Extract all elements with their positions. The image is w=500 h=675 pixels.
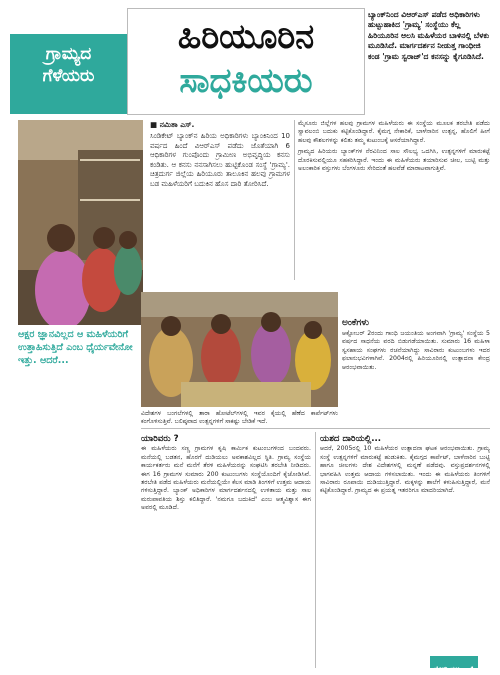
sidebar-heading: ಅಂಕೆಗಳು xyxy=(342,318,369,328)
paragraph: ಗ್ರಾಮ್ಯದ ಹಿರಿಯರು ಬ್ಯಾಂಕ್‌ಗಳ ನೆರವಿನಿಂದ ಸಾಲ ಸೌಲಭ್ಯ ಒದಗಿಸಿ, ಉತ್ಪನ್ನಗಳಿಗೆ ಮಾರುಕಟ್ಟೆ ದೊರಕಿಸುವಲ್ಲಿಯೂ ಸಹಕರಿಸಿದ್ದಾರೆ. ಇಂದು ಈ ಮಹಿಳೆಯರು ತಯಾರಿಸುವ ಚೀಲ, ಬುಟ್ಟಿ ಮತ್ತು ಅಲಂಕಾರಿಕ ವಸ್ತುಗಳು ಬೆಂಗಳೂರು ಸೇರಿದಂತೆ ಹಲವೆಡೆ ಮಾರಾಟವಾಗುತ್ತಿವೆ. xyxy=(298,148,490,173)
paragraph: ಮೈಸೂರು ಜಿಲ್ಲೆಗಳ ಹಲವು ಗ್ರಾಮಗಳ ಮಹಿಳೆಯರು ಈ ಸಂಸ್ಥೆಯ ಮೂಲಕ ತರಬೇತಿ ಪಡೆದು ಸ್ವಾವಲಂಬಿ ಬದುಕು ಕಟ್ಟಿಕೊಂಡಿದ್ದಾರೆ. ಕೈಮಗ್ಗ ನೇಕಾರಿಕೆ, ಬಾಳೆನಾರಿನ ಉತ್ಪನ್ನ, ಹೊಲಿಗೆ ಹೀಗೆ ಹಲವು ಕೌಶಲಗಳನ್ನು ಕಲಿತು ತಮ್ಮ ಕುಟುಂಬಕ್ಕೆ ಆಸರೆಯಾಗಿದ್ದಾರೆ. xyxy=(298,120,490,144)
section-success xyxy=(320,432,490,652)
fibre-photo xyxy=(141,292,338,407)
headline-box xyxy=(127,8,365,115)
section-title: ಗ್ರಾಮ್ಯದ ಗೆಳೆಯರು xyxy=(42,44,95,86)
sidebar-box xyxy=(342,318,490,414)
photo-caption: ಆಕ್ಷರ ಜ್ಞಾನವಿಲ್ಲದ ಆ ಮಹಿಳೆಯರಿಗೆ ಉತ್ತಾಹಿಸುತ್ತಿದೆ ಎಂಬ ಧೈರ್ಯವೇನೋ ಇತ್ತು. ಆದರೆ... xyxy=(18,329,133,366)
fibre-photo-art xyxy=(141,292,338,407)
section-heading: ಯಾರಿವರು ? xyxy=(141,434,179,444)
section-rule xyxy=(141,428,490,429)
continued-text: ನೋಡಿ ಪುಟ... 4 xyxy=(434,665,474,673)
wide-line: ವಿದೇಶಗಳ ಬಂಗಲೆಗಳಲ್ಲಿ ತಾರಾ ಹೋಟೆಲ್‌ಗಳಲ್ಲಿ ಇವರ ಕೈಯಲ್ಲಿ ಹೆಣೆದ ಕಾರ್ಪೆಟ್‌ಗಳು ಕಂಗೊಳಿಸುತ್ತಿವೆ. ಬಲಿಷ್ಠವಾದ ಉತ್ಪನ್ನಗಳಿಗೆ ಸಾಕಷ್ಟು ಬೇಡಿಕೆ ಇದೆ. xyxy=(141,410,338,426)
col-left xyxy=(150,132,290,292)
paragraph: ಸಿಂಡಿಕೇಟ್ ಬ್ಯಾಂಕ್‌ನ ಹಿರಿಯ ಅಧಿಕಾರಿಗಳು ಬ್ಯಾಂಕಿನಿಂದ 10 ವರ್ಷದ ಹಿಂದೆ ವಿಆರ್‌ಎಸ್ ಪಡೆದು ಜೊತೆಯಾಗಿ 6 ಆಧಿಕಾರಿಗಳ ಗುಂಪೊಂದು ಗ್ರಾಮೀಣ ಅಭಿವೃದ್ಧಿಯ ಕನಸು ಕಂಡಿತು. ಆ ಕನಸು ನನಸಾಗಿಸಲು ಹುಟ್ಟಿಕೊಂಡ ಸಂಸ್ಥೆ 'ಗ್ರಾಮ್ಯ'. ಚಿತ್ರದುರ್ಗ ಜಿಲ್ಲೆಯ ಹಿರಿಯೂರು ತಾಲೂಕಿನ ಹಲವು ಗ್ರಾಮಗಳ ಬಡ ಮಹಿಳೆಯರಿಗೆ ಬದುಕಿನ ಹೊಸ ದಾರಿ ತೋರಿಸಿದೆ. xyxy=(150,132,290,188)
byline: ■ ನಮಿತಾ ಎಸ್. xyxy=(150,120,195,129)
section-text: ಈ ಮಹಿಳೆಯರು ಸಣ್ಣ ಗ್ರಾಮಗಳ ಕೃಷಿ ಕಾರ್ಮಿಕ ಕುಟುಂಬಗಳಿಂದ ಬಂದವರು. ಮನೆಯಲ್ಲಿ ಬಡತನ, ಹೊರಗೆ ದುಡಿಯಲು ಅವಕಾಶವಿಲ್ಲದ ಸ್ಥಿತಿ. ಗ್ರಾಮ್ಯ ಸಂಸ್ಥೆಯ ಕಾರ್ಯಕರ್ತರು ಮನೆ ಮನೆಗೆ ತೆರಳಿ ಮಹಿಳೆಯರನ್ನು ಸಂಘಟಿಸಿ ತರಬೇತಿ ನೀಡಿದರು. ಈಗ 16 ಗ್ರಾಮಗಳ ಸುಮಾರು 200 ಕುಟುಂಬಗಳು ಸಂಸ್ಥೆಯೊಂದಿಗೆ ಕೈಜೋಡಿಸಿವೆ. ತರಬೇತಿ ಪಡೆದ ಮಹಿಳೆಯರು ಮನೆಯಲ್ಲಿಯೇ ಕೆಲಸ ಮಾಡಿ ತಿಂಗಳಿಗೆ ಉತ್ತಮ ಆದಾಯ ಗಳಿಸುತ್ತಿದ್ದಾರೆ. ಬ್ಯಾಂಕ್ ಅಧಿಕಾರಿಗಳ ಮಾರ್ಗದರ್ಶನದಲ್ಲಿ ಉಳಿತಾಯ ಮತ್ತು ಸಾಲ ಮರುಪಾವತಿಯ ಶಿಸ್ತು ಕಲಿತಿದ್ದಾರೆ. 'ನಮಗೂ ಬದುಕಿದೆ' ಎಂಬ ಆತ್ಮವಿಶ್ವಾಸ ಈಗ ಅವರಲ್ಲಿ ಮೂಡಿದೆ. xyxy=(141,445,311,512)
loom-photo-art xyxy=(18,120,143,325)
column-divider xyxy=(294,120,295,280)
section-heading: ಯಶದ ದಾರಿಯಲ್ಲಿ... xyxy=(320,434,382,444)
section-who xyxy=(141,432,311,668)
intro-deck: ಬ್ಯಾಂಕ್‌ನಿಂದ ವಿಆರ್‌ಎಸ್ ಪಡೆದ ಅಧಿಕಾರಿಗಳು ಹುಟ್ಟುಹಾಕಿದ 'ಗ್ರಾಮ್ಯ' ಸಂಸ್ಥೆಯು ಕೆಲ್ಲ ಹಿರಿಯೂರಿನ ಆಲಸಿ ಮಹಿಳೆಯರ ಬಾಳಿನಲ್ಲಿ ಬೆಳಕು ಮೂಡಿಸಿದೆ. ಮಾರ್ಗದರ್ಶನ ನೀಡುತ್ತ ಗಾಂಧೀಜಿ ಕಂಡ 'ಗ್ರಾಮ ಸ್ವರಾಜ್'ದ ಕನಸನ್ನು ಕೈಗೂಡಿಸಿದೆ. xyxy=(368,10,490,61)
headline-line2: ಸಾಧಕಿಯರು xyxy=(179,61,313,101)
sidebar-text: ಆಕ್ಟೋಬರ್ 2ರಂದು ಗಾಂಧಿ ಜಯಂತಿಯ ಅಂಗವಾಗಿ 'ಗ್ರಾಮ್ಯ' ಸಂಸ್ಥೆಯ 5 ವರ್ಷದ ಸಾಧನೆಯ ವರದಿ ಬಿಡುಗಡೆಯಾಯಿತು. ಸುಮಾರು 16 ಮಹಿಳಾ ಸ್ವಸಹಾಯ ಸಂಘಗಳು ರಚನೆಯಾಗಿದ್ದು ಸಾವಿರಾರು ಕುಟುಂಬಗಳು ಇದರ ಫಲಾನುಭವಿಗಳಾಗಿವೆ. 2004ರಲ್ಲಿ ಹಿರಿಯೂರಿನಲ್ಲಿ ಉತ್ಪಾದನಾ ಕೇಂದ್ರ ಆರಂಭವಾಯಿತು. xyxy=(342,330,490,371)
headline-line1: ಹಿರಿಯೂರಿನ xyxy=(177,17,315,57)
col-right-top xyxy=(298,120,490,300)
column-divider xyxy=(315,432,316,668)
section-banner xyxy=(10,34,127,114)
section-text: ಆದರೆ, 2005ರಲ್ಲಿ 10 ಮಹಿಳೆಯರ ಉತ್ಪಾದನಾ ಘಟಕ ಆರಂಭವಾಯಿತು. ಗ್ರಾಮ್ಯ ಸಂಸ್ಥೆ ಉತ್ಪನ್ನಗಳಿಗೆ ಮಾರುಕಟ್ಟೆ ಹುಡುಕಿತು. ಕೈಮಗ್ಗದ ಕಾರ್ಪೆಟ್, ಬಾಳೆನಾರಿನ ಬುಟ್ಟಿ ಹಾಗೂ ಚೀಲಗಳು ದೇಶ ವಿದೇಶಗಳಲ್ಲಿ ಮನ್ನಣೆ ಪಡೆದವು. ವಸ್ತುಪ್ರದರ್ಶನಗಳಲ್ಲಿ ಭಾಗವಹಿಸಿ ಉತ್ತಮ ಆದಾಯ ಗಳಿಸಲಾಯಿತು. ಇಂದು ಈ ಮಹಿಳೆಯರು ತಿಂಗಳಿಗೆ ಸಾವಿರಾರು ರೂಪಾಯಿ ದುಡಿಯುತ್ತಿದ್ದಾರೆ. ಮಕ್ಕಳನ್ನು ಶಾಲೆಗೆ ಕಳುಹಿಸುತ್ತಿದ್ದಾರೆ, ಮನೆ ಕಟ್ಟಿಕೊಂಡಿದ್ದಾರೆ. ಗ್ರಾಮ್ಯದ ಈ ಪ್ರಯತ್ನ ಇತರರಿಗೂ ಮಾದರಿಯಾಗಿದೆ. xyxy=(320,445,490,495)
continued-tag xyxy=(430,656,478,673)
loom-photo xyxy=(18,120,143,325)
